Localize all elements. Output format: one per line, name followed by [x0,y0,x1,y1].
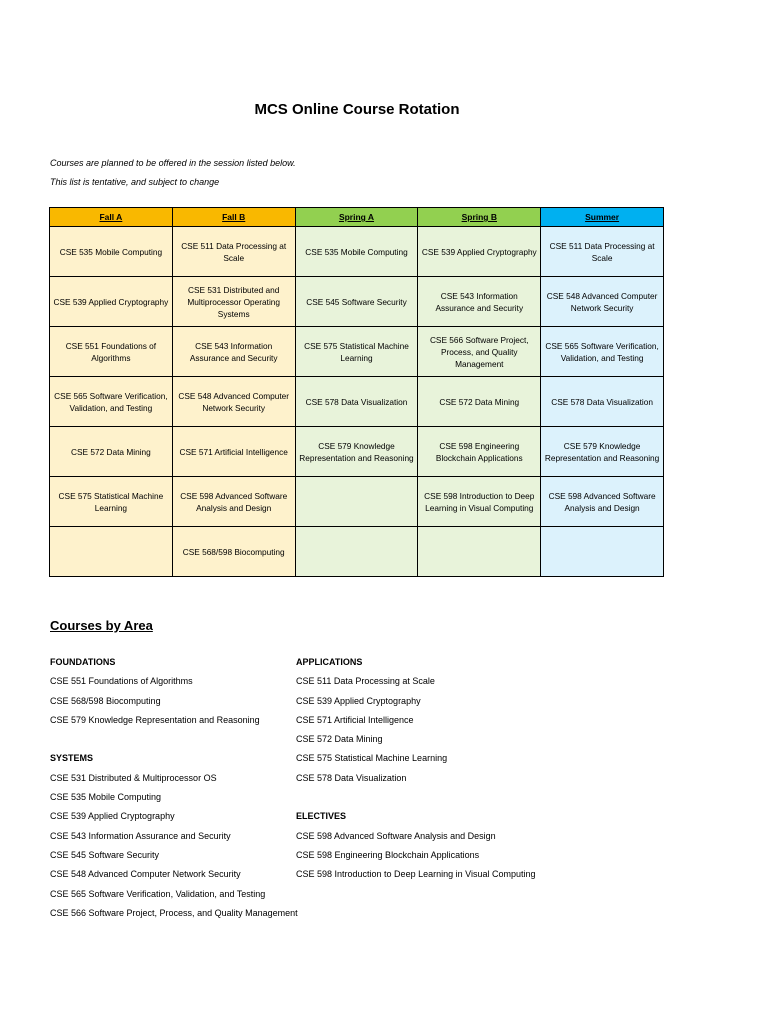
header-spring-a: Spring A [295,208,418,227]
table-cell: CSE 548 Advanced Computer Network Security [541,277,664,327]
systems-title: SYSTEMS [50,753,94,764]
table-cell: CSE 575 Statistical Machine Learning [50,477,173,527]
table-cell: CSE 551 Foundations of Algorithms [50,327,173,377]
list-item: CSE 539 Applied Cryptography [50,811,175,822]
area-column-left [50,653,298,923]
table-cell: CSE 545 Software Security [295,277,418,327]
table-cell: CSE 598 Advanced Software Analysis and Design [172,477,295,527]
list-item: CSE 545 Software Security [50,849,160,860]
courses-by-area-heading: Courses by Area [50,618,153,633]
list-item: CSE 572 Data Mining [296,734,383,745]
table-cell: CSE 531 Distributed and Multiprocessor Operating Systems [172,277,295,327]
table-cell: CSE 572 Data Mining [418,377,541,427]
electives-title: ELECTIVES [296,811,347,822]
table-cell: CSE 548 Advanced Computer Network Security [172,377,295,427]
list-item: CSE 575 Statistical Machine Learning [296,753,448,764]
course-rotation-table [49,207,664,577]
list-item: CSE 551 Foundations of Algorithms [50,676,193,687]
table-cell: CSE 598 Advanced Software Analysis and Design [541,477,664,527]
table-cell: CSE 565 Software Verification, Validation, and Testing [541,327,664,377]
header-fall-b: Fall B [172,208,295,227]
intro-line: This list is tentative, and subject to change [50,177,220,187]
table-cell: CSE 598 Introduction to Deep Learning in Visual Computing [418,477,541,527]
list-item: CSE 568/598 Biocomputing [50,695,161,706]
applications-title: APPLICATIONS [296,657,363,667]
table-cell [541,527,664,577]
table-row [50,327,664,377]
table-cell: CSE 566 Software Project, Process, and Quality Management [418,327,541,377]
table-cell: CSE 539 Applied Cryptography [418,227,541,277]
header-summer: Summer [541,208,664,227]
header-fall-a: Fall A [50,208,173,227]
table-cell [295,477,418,527]
table-cell [295,527,418,577]
foundations-title: FOUNDATIONS [50,657,116,667]
table-cell: CSE 575 Statistical Machine Learning [295,327,418,377]
table-row [50,377,664,427]
list-item: CSE 535 Mobile Computing [50,792,162,803]
table-cell [50,527,173,577]
table-cell [418,527,541,577]
table-cell: CSE 535 Mobile Computing [295,227,418,277]
table-row [50,427,664,477]
table-cell: CSE 571 Artificial Intelligence [172,427,295,477]
table-cell: CSE 511 Data Processing at Scale [172,227,295,277]
area-column-right [296,653,535,885]
table-cell: CSE 578 Data Visualization [295,377,418,427]
table-cell: CSE 539 Applied Cryptography [50,277,173,327]
table-cell: CSE 565 Software Verification, Validation, and Testing [50,377,173,427]
table-cell: CSE 535 Mobile Computing [50,227,173,277]
list-item: CSE 539 Applied Cryptography [296,695,421,706]
table-header-row [50,208,664,227]
table-row [50,277,664,327]
table-row [50,527,664,577]
list-item: CSE 598 Introduction to Deep Learning in Visual Computing [296,869,536,880]
table-cell: CSE 579 Knowledge Representation and Reasoning [295,427,418,477]
table-cell: CSE 598 Engineering Blockchain Applications [418,427,541,477]
list-item: CSE 548 Advanced Computer Network Security [50,869,241,880]
table-cell: CSE 543 Information Assurance and Security [418,277,541,327]
table-cell: CSE 579 Knowledge Representation and Reasoning [541,427,664,477]
list-item: CSE 511 Data Processing at Scale [296,676,435,687]
intro-text [50,154,296,192]
table-row [50,477,664,527]
intro-line: Courses are planned to be offered in the session listed below. [50,158,296,168]
table-cell: CSE 511 Data Processing at Scale [541,227,664,277]
list-item: CSE 578 Data Visualization [296,772,407,783]
list-item: CSE 571 Artificial Intelligence [296,714,414,725]
spacer [296,788,535,807]
list-item: CSE 598 Engineering Blockchain Applications [296,849,480,860]
table-cell: CSE 568/598 Biocomputing [172,527,295,577]
header-spring-b: Spring B [418,208,541,227]
table-cell: CSE 543 Information Assurance and Security [172,327,295,377]
table-cell: CSE 572 Data Mining [50,427,173,477]
list-item: CSE 565 Software Verification, Validation, and Testing [50,888,266,899]
table-cell: CSE 578 Data Visualization [541,377,664,427]
list-item: CSE 543 Information Assurance and Security [50,830,231,841]
spacer [50,730,298,749]
table-row [50,227,664,277]
list-item: CSE 566 Software Project, Process, and Quality Management [50,907,298,918]
page-title: MCS Online Course Rotation [254,101,460,118]
list-item: CSE 598 Advanced Software Analysis and Design [296,830,496,841]
list-item: CSE 579 Knowledge Representation and Reasoning [50,714,260,725]
list-item: CSE 531 Distributed & Multiprocessor OS [50,772,217,783]
